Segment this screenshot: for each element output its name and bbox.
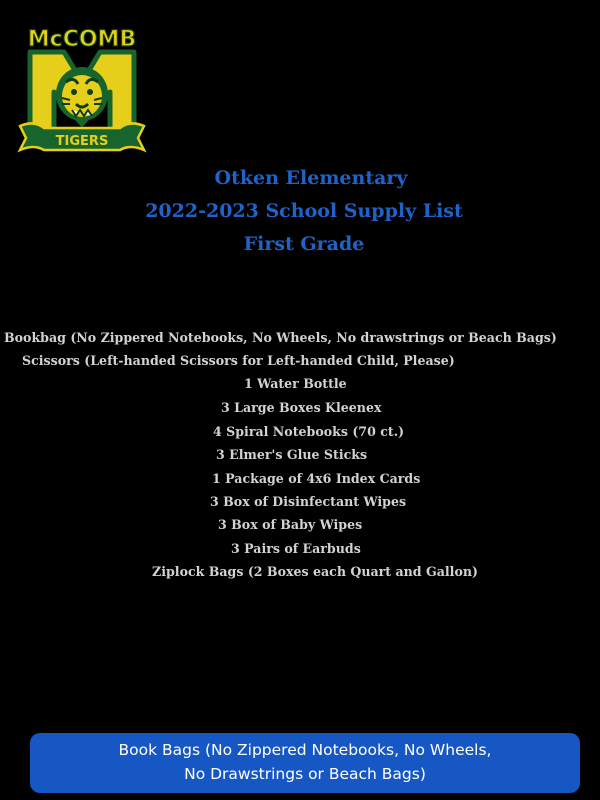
school-name: Otken Elementary	[214, 167, 408, 189]
list-item: 3 Elmer's Glue Sticks	[216, 447, 368, 462]
list-item: 1 Package of 4x6 Index Cards	[212, 471, 421, 486]
list-item: 3 Large Boxes Kleenex	[221, 400, 382, 415]
list-item: 3 Box of Disinfectant Wipes	[210, 494, 407, 509]
note-line-1: Book Bags (No Zippered Notebooks, No Wheels,	[118, 741, 492, 759]
tiger-head-icon	[56, 67, 108, 121]
list-item: 1 Water Bottle	[244, 376, 347, 391]
list-item: Scissors (Left-handed Scissors for Left-handed Child, Please)	[22, 353, 455, 368]
list-item: Ziplock Bags (2 Boxes each Quart and Gallon)	[152, 564, 478, 579]
mccomb-tigers-logo	[14, 12, 150, 160]
list-title: 2022-2023 School Supply List	[145, 200, 463, 222]
logo-top-text: McCOMB	[27, 27, 137, 52]
grade-label: First Grade	[243, 233, 365, 255]
book-bag-note	[30, 733, 580, 793]
note-line-2: No Drawstrings or Beach Bags)	[184, 765, 426, 783]
list-item: 3 Pairs of Earbuds	[231, 541, 361, 556]
logo-banner-text: TIGERS	[55, 134, 109, 149]
tiger-logo-graphic	[14, 12, 150, 160]
list-item: Bookbag (No Zippered Notebooks, No Wheels, No drawstrings or Beach Bags)	[4, 330, 557, 345]
list-item: 3 Box of Baby Wipes	[218, 517, 363, 532]
page-title	[0, 162, 600, 261]
list-item: 4 Spiral Notebooks (70 ct.)	[213, 424, 405, 439]
